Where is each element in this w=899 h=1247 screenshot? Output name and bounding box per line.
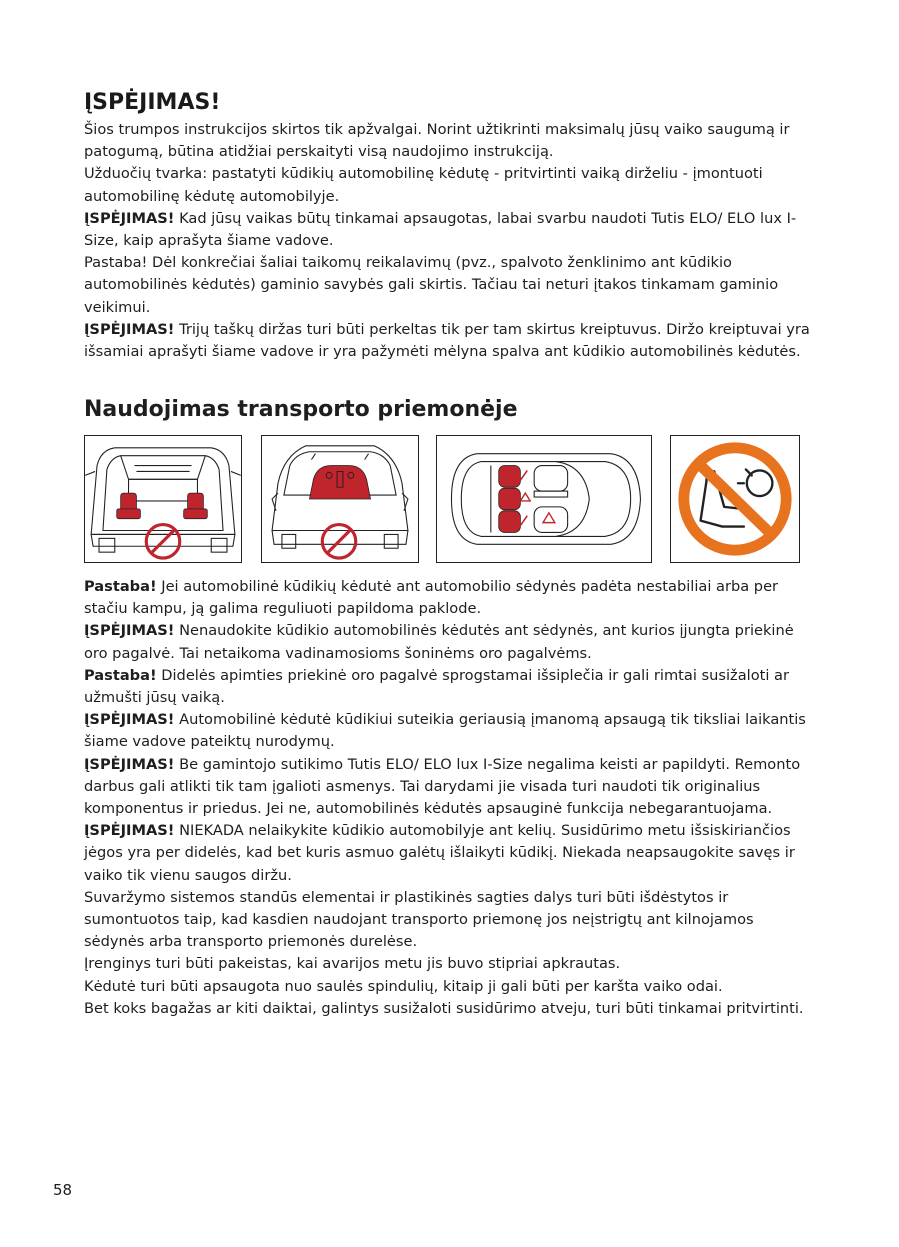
warning-title: ĮSPĖJIMAS! <box>84 90 221 115</box>
section-title: Naudojimas transporto priemonėje <box>84 397 518 422</box>
intro-paragraph: ĮSPĖJIMAS! Kad jūsų vaikas būtų tinkamai apsaugotas, labai svarbu naudoti Tutis ELO/ ELO lux I-Size, kaip aprašyta šiame vadove. <box>84 209 797 250</box>
intro-paragraph: ĮSPĖJIMAS! Trijų taškų diržas turi būti perkeltas tik per tam skirtus kreiptuvus. Diržo kreiptuvai yra išsamiai aprašyti šiame vadove ir yra pažymėti mėlyna spalva ant kūdikio automobilinės kėdutės. <box>84 320 810 361</box>
note-paragraph: ĮSPĖJIMAS! NIEKADA nelaikykite kūdikio automobilyje ant kelių. Susidūrimo metu išsiskiriančios jėgos yra per didelės, kad bet kuris asmuo galėtų išlaikyti kūdikį. Niekada neapsaugokite savęs ir vaiko tik vienu saugos diržu. <box>84 822 795 884</box>
child-seat-right <box>184 493 208 519</box>
intro-paragraph: Užduočių tvarka: pastatyti kūdikių automobilinę kėdutę - pritvirtinti vaiką dirželiu - įmontuoti automobilinę kėdutę automobilyje. <box>84 165 763 205</box>
page-number: 58 <box>53 1181 73 1199</box>
prohibited-icon <box>146 525 179 558</box>
note-paragraph: Pastaba! Jei automobilinė kūdikių kėdutė ant automobilio sėdynės padėta nestabiliai arba per stačiu kampu, ją galima reguliuoti papildoma paklode. <box>84 578 779 618</box>
figure-car-top-view <box>436 435 652 563</box>
prohibited-icon <box>322 525 355 558</box>
intro-paragraph: Pastaba! Dėl konkrečiai šaliai taikomų reikalavimų (pvz., spalvoto ženklinimo ant kūdikio automobilinės kėdutės) gaminio savybės gali skirtis. Tačiau tai neturi įtakos tinkamam gaminio veikimui. <box>84 254 779 316</box>
note-paragraph: Kėdutė turi būti apsaugota nuo saulės spindulių, kitaip ji gali būti per karšta vaiko odai. <box>84 977 723 995</box>
intro-text <box>84 119 814 363</box>
notes-text <box>84 576 814 1020</box>
note-paragraph: Pastaba! Didelės apimties priekinė oro pagalvė sprogstamai išsiplečia ir gali rimtai susižaloti ar užmušti jūsų vaiką. <box>84 666 789 707</box>
figure-car-hatch-forbidden <box>261 435 419 563</box>
note-paragraph: ĮSPĖJIMAS! Be gamintojo sutikimo Tutis ELO/ ELO lux I-Size negalima keisti ar papildyti. Remonto darbus gali atlikti tik tam įgalioti asmenys. Tai darydami jie visada turi naudoti tik originalius komponentus ir priedus. Jei ne, automobilinės kėdutės apsauginė funkcija nebegarantuojama. <box>84 755 801 818</box>
child-seat <box>309 466 370 499</box>
note-paragraph: Suvaržymo sistemos standūs elementai ir plastikinės sagties dalys turi būti išdėstytos ir sumontuotos taip, kad kasdien naudojant transporto priemonę jos neįstrigtų ant kilnojamos sėdynės arba transporto priemonės durelėse. <box>84 888 754 951</box>
car-hatch-illustration <box>262 436 418 562</box>
note-paragraph: Bet koks bagažas ar kiti daiktai, galintys susižaloti susidūrimo atveju, turi būti tinkamai pritvirtinti. <box>84 999 804 1017</box>
airbag-prohibited-icon <box>671 436 799 562</box>
note-paragraph: ĮSPĖJIMAS! Automobilinė kėdutė kūdikiui suteikia geriausią įmanomą apsaugą tik tiksliai laikantis šiame vadove pateiktų nurodymų. <box>84 711 806 751</box>
figure-car-rear-forbidden <box>84 435 242 563</box>
intro-paragraph: Šios trumpos instrukcijos skirtos tik apžvalgai. Norint užtikrinti maksimalų jūsų vaiko saugumą ir patogumą, būtina atidžiai perskaityti visą naudojimo instrukciją. <box>84 121 790 161</box>
note-paragraph: ĮSPĖJIMAS! Nenaudokite kūdikio automobilinės kėdutės ant sėdynės, ant kurios įjungta priekinė oro pagalvė. Tai netaikoma vadinamosioms šoninėms oro pagalvėms. <box>84 622 794 662</box>
car-top-illustration <box>437 436 651 562</box>
child-seat-left <box>117 493 141 519</box>
car-rear-illustration <box>85 436 241 562</box>
figure-airbag-prohibited <box>670 435 800 563</box>
note-paragraph: Įrenginys turi būti pakeistas, kai avarijos metu jis buvo stipriai apkrautas. <box>84 955 621 973</box>
